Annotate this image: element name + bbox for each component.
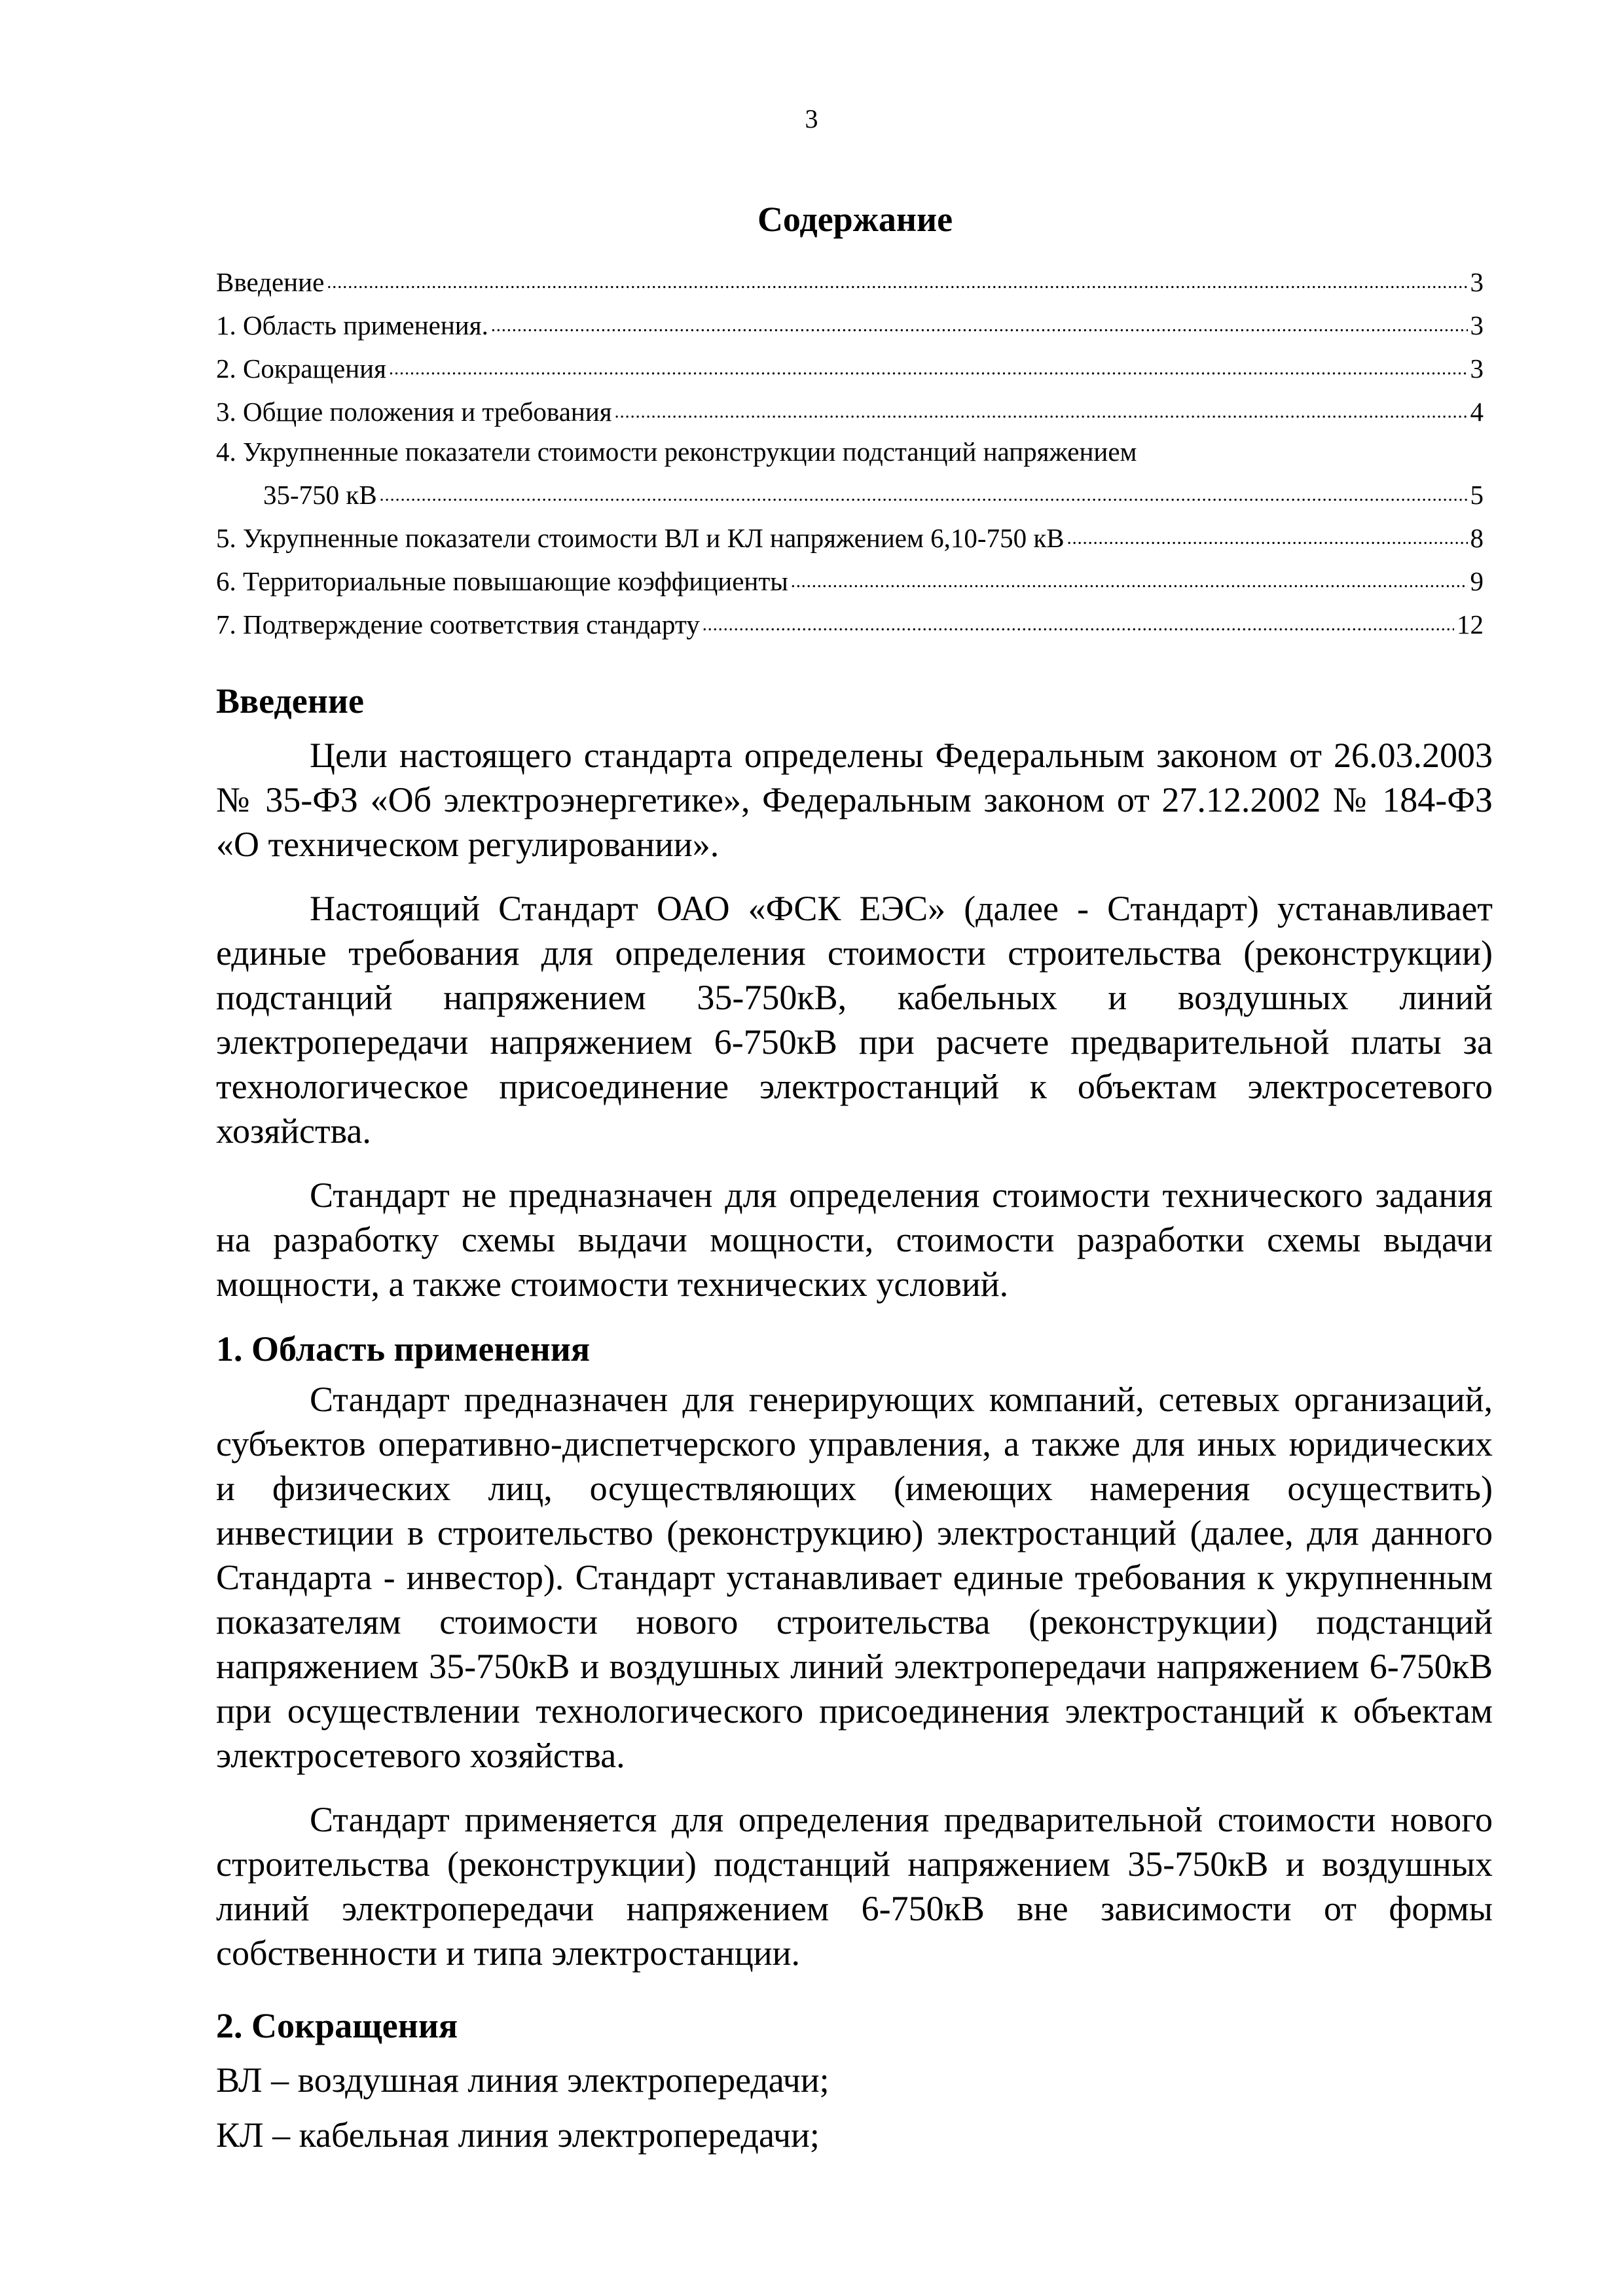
toc-entry-text: Введение bbox=[216, 267, 325, 297]
section-heading-scope: 1. Область применения bbox=[216, 1329, 591, 1369]
toc-entry-page: 3 bbox=[1470, 310, 1484, 340]
toc-entry-text: 7. Подтверждение соответствия стандарту bbox=[216, 609, 700, 639]
toc-entry-page: 3 bbox=[1470, 267, 1484, 297]
toc-entry-text: 6. Территориальные повышающие коэффициенты bbox=[216, 566, 788, 596]
toc-leader bbox=[615, 389, 1468, 432]
toc-entry-page: 9 bbox=[1470, 566, 1484, 596]
toc-entry[interactable] bbox=[216, 558, 1484, 601]
toc-title: Содержание bbox=[757, 200, 953, 239]
toc-entry-continuation[interactable] bbox=[216, 472, 1484, 515]
paragraph: Настоящий Стандарт ОАО «ФСК ЕЭС» (далее - Стандарт) устанавливает единые требования для определения стоимости строительства (реконструкции) подстанций напряжением 35-750кВ, кабельных и воздушных линий электропередачи напряжением 6-750кВ при расчете предварительной платы за технологическое присоединение электростанций к объектам электросетевого хозяйства. bbox=[216, 889, 1493, 1151]
toc-entry-text-continued: 35-750 кВ bbox=[263, 480, 377, 510]
section-heading-abbreviations: 2. Сокращения bbox=[216, 2006, 458, 2045]
toc-entry-text: 1. Область применения. bbox=[216, 310, 488, 340]
section-heading-intro: Введение bbox=[216, 681, 364, 721]
toc-entry-page: 5 bbox=[1470, 480, 1484, 510]
toc-entry-text: 2. Сокращения bbox=[216, 353, 386, 384]
toc-leader bbox=[702, 601, 1454, 645]
toc-leader bbox=[491, 302, 1468, 346]
toc-entry-text: 4. Укрупненные показатели стоимости реконструкции подстанций напряжением bbox=[216, 437, 1137, 467]
toc-entry[interactable] bbox=[216, 601, 1484, 645]
toc-entry-page: 3 bbox=[1470, 353, 1484, 384]
paragraph: Стандарт применяется для определения предварительной стоимости нового строительства (реконструкции) подстанций напряжением 35-750кВ и воздушных линий электропередачи напряжением 6-750кВ вне зависимости от формы собственности и типа электростанции. bbox=[216, 1800, 1493, 1973]
toc-entry[interactable] bbox=[216, 259, 1484, 302]
toc-entry[interactable] bbox=[216, 346, 1484, 389]
toc-entry[interactable] bbox=[216, 302, 1484, 346]
toc-leader bbox=[791, 558, 1468, 601]
toc-leader bbox=[389, 346, 1468, 389]
paragraph: Стандарт не предназначен для определения стоимости технического задания на разработку схемы выдачи мощности, стоимости разработки схемы выдачи мощности, а также стоимости технических условий. bbox=[216, 1175, 1493, 1304]
abbreviation-item: ВЛ – воздушная линия электропередачи; bbox=[216, 2060, 830, 2100]
toc-entry-page: 12 bbox=[1457, 609, 1484, 639]
toc-entry-page: 4 bbox=[1470, 397, 1484, 427]
toc-leader bbox=[327, 259, 1467, 302]
document-body bbox=[216, 668, 1493, 2157]
abbreviation-item: КЛ – кабельная линия электропередачи; bbox=[216, 2115, 820, 2155]
toc-leader bbox=[1067, 515, 1468, 558]
toc-entry[interactable] bbox=[216, 389, 1484, 432]
paragraph: Цели настоящего стандарта определены Федеральным законом от 26.03.2003 № 35-ФЗ «Об электроэнергетике», Федеральным законом от 27.12.2002 № 184-ФЗ «О техническом регулировании». bbox=[216, 736, 1493, 864]
toc-entry-text: 5. Укрупненные показатели стоимости ВЛ и КЛ напряжением 6,10-750 кВ bbox=[216, 523, 1065, 553]
toc-leader bbox=[380, 472, 1468, 515]
toc-entry-text: 3. Общие положения и требования bbox=[216, 397, 612, 427]
page-number: 3 bbox=[805, 104, 818, 134]
paragraph: Стандарт предназначен для генерирующих компаний, сетевых организаций, субъектов оперативно-диспетчерского управления, а также для иных юридических и физических лиц, осуществляющих (имеющих намерения осуществить) инвестиции в строительство (реконструкцию) электростанций (далее, для данного Стандарта - инвестор). Стандарт устанавливает единые требования к укрупненным показателям стоимости нового строительства (реконструкции) подстанций напряжением 35-750кВ и воздушных линий электропередачи напряжением 6-750кВ при осуществлении технологического присоединения электростанций к объектам электросетевого хозяйства. bbox=[216, 1380, 1493, 1775]
toc-entry-page: 8 bbox=[1470, 523, 1484, 553]
toc-entry[interactable] bbox=[216, 432, 1484, 472]
table-of-contents bbox=[216, 259, 1484, 645]
toc-entry[interactable] bbox=[216, 515, 1484, 558]
